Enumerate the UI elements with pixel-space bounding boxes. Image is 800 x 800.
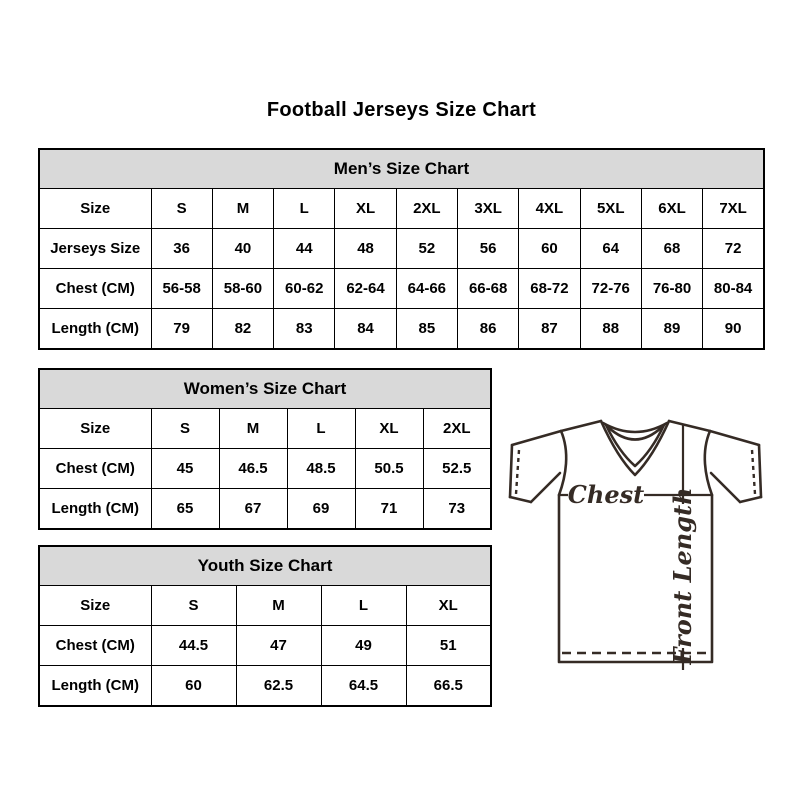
value-cell: S xyxy=(151,409,219,449)
row-label: Length (CM) xyxy=(39,489,151,530)
value-cell: 44 xyxy=(274,229,335,269)
value-cell: 76-80 xyxy=(641,269,702,309)
womens-row-chest-cm xyxy=(39,449,491,489)
value-cell: L xyxy=(321,586,406,626)
value-cell: 4XL xyxy=(519,189,580,229)
value-cell: 66.5 xyxy=(406,666,491,707)
value-cell: 83 xyxy=(274,309,335,350)
value-cell: 60 xyxy=(151,666,236,707)
value-cell: 89 xyxy=(641,309,702,350)
chest-label: Chest xyxy=(567,480,645,509)
value-cell: 46.5 xyxy=(219,449,287,489)
youth-row-chest-cm xyxy=(39,626,491,666)
youth-row-size xyxy=(39,586,491,626)
value-cell: 64 xyxy=(580,229,641,269)
value-cell: 7XL xyxy=(703,189,764,229)
row-label: Size xyxy=(39,189,151,229)
value-cell: 6XL xyxy=(641,189,702,229)
row-label: Length (CM) xyxy=(39,666,151,707)
value-cell: 48.5 xyxy=(287,449,355,489)
value-cell: 56 xyxy=(457,229,518,269)
womens-size-table xyxy=(38,368,492,530)
value-cell: 73 xyxy=(423,489,491,530)
value-cell: S xyxy=(151,189,212,229)
row-label: Jerseys Size xyxy=(39,229,151,269)
mens-row-jerseys-size xyxy=(39,229,764,269)
page-title: Football Jerseys Size Chart xyxy=(266,99,537,121)
jersey-outline xyxy=(510,421,761,662)
value-cell: 65 xyxy=(151,489,219,530)
value-cell: 87 xyxy=(519,309,580,350)
youth-table-header-row xyxy=(39,546,491,586)
mens-row-chest-cm xyxy=(39,269,764,309)
value-cell: 62.5 xyxy=(236,666,321,707)
value-cell: 88 xyxy=(580,309,641,350)
value-cell: 44.5 xyxy=(151,626,236,666)
value-cell: L xyxy=(287,409,355,449)
value-cell: XL xyxy=(355,409,423,449)
value-cell: 86 xyxy=(457,309,518,350)
value-cell: 47 xyxy=(236,626,321,666)
value-cell: 67 xyxy=(219,489,287,530)
value-cell: 40 xyxy=(212,229,273,269)
value-cell: 66-68 xyxy=(457,269,518,309)
value-cell: 84 xyxy=(335,309,396,350)
value-cell: 60 xyxy=(519,229,580,269)
value-cell: 72 xyxy=(703,229,764,269)
value-cell: 58-60 xyxy=(212,269,273,309)
value-cell: 3XL xyxy=(457,189,518,229)
value-cell: 52 xyxy=(396,229,457,269)
value-cell: M xyxy=(212,189,273,229)
value-cell: 36 xyxy=(151,229,212,269)
value-cell: 80-84 xyxy=(703,269,764,309)
row-label: Size xyxy=(39,586,151,626)
mens-row-length-cm xyxy=(39,309,764,350)
value-cell: 68-72 xyxy=(519,269,580,309)
value-cell: 45 xyxy=(151,449,219,489)
value-cell: 62-64 xyxy=(335,269,396,309)
value-cell: M xyxy=(236,586,321,626)
value-cell: 49 xyxy=(321,626,406,666)
row-label: Size xyxy=(39,409,151,449)
youth-row-length-cm xyxy=(39,666,491,707)
value-cell: 82 xyxy=(212,309,273,350)
value-cell: XL xyxy=(406,586,491,626)
mens-table-header-row xyxy=(39,149,764,189)
value-cell: 64.5 xyxy=(321,666,406,707)
value-cell: 68 xyxy=(641,229,702,269)
row-label: Chest (CM) xyxy=(39,449,151,489)
value-cell: 60-62 xyxy=(274,269,335,309)
value-cell: 5XL xyxy=(580,189,641,229)
youth-size-table xyxy=(38,545,492,707)
value-cell: 50.5 xyxy=(355,449,423,489)
value-cell: 52.5 xyxy=(423,449,491,489)
value-cell: M xyxy=(219,409,287,449)
womens-row-size xyxy=(39,409,491,449)
value-cell: 69 xyxy=(287,489,355,530)
womens-table-header-row xyxy=(39,369,491,409)
value-cell: S xyxy=(151,586,236,626)
jersey-measurement-diagram xyxy=(502,410,770,678)
value-cell: 64-66 xyxy=(396,269,457,309)
womens-row-length-cm xyxy=(39,489,491,530)
value-cell: 2XL xyxy=(396,189,457,229)
row-label: Length (CM) xyxy=(39,309,151,350)
womens-table-title: Women’s Size Chart xyxy=(39,369,491,409)
value-cell: XL xyxy=(335,189,396,229)
youth-table-title: Youth Size Chart xyxy=(39,546,491,586)
value-cell: 85 xyxy=(396,309,457,350)
value-cell: 90 xyxy=(703,309,764,350)
row-label: Chest (CM) xyxy=(39,269,151,309)
mens-row-size xyxy=(39,189,764,229)
row-label: Chest (CM) xyxy=(39,626,151,666)
mens-size-table xyxy=(38,148,765,350)
value-cell: 56-58 xyxy=(151,269,212,309)
value-cell: 48 xyxy=(335,229,396,269)
mens-table-title: Men’s Size Chart xyxy=(39,149,764,189)
value-cell: 79 xyxy=(151,309,212,350)
value-cell: 72-76 xyxy=(580,269,641,309)
front-length-label: Front Length xyxy=(668,487,697,665)
value-cell: L xyxy=(274,189,335,229)
value-cell: 71 xyxy=(355,489,423,530)
value-cell: 2XL xyxy=(423,409,491,449)
value-cell: 51 xyxy=(406,626,491,666)
